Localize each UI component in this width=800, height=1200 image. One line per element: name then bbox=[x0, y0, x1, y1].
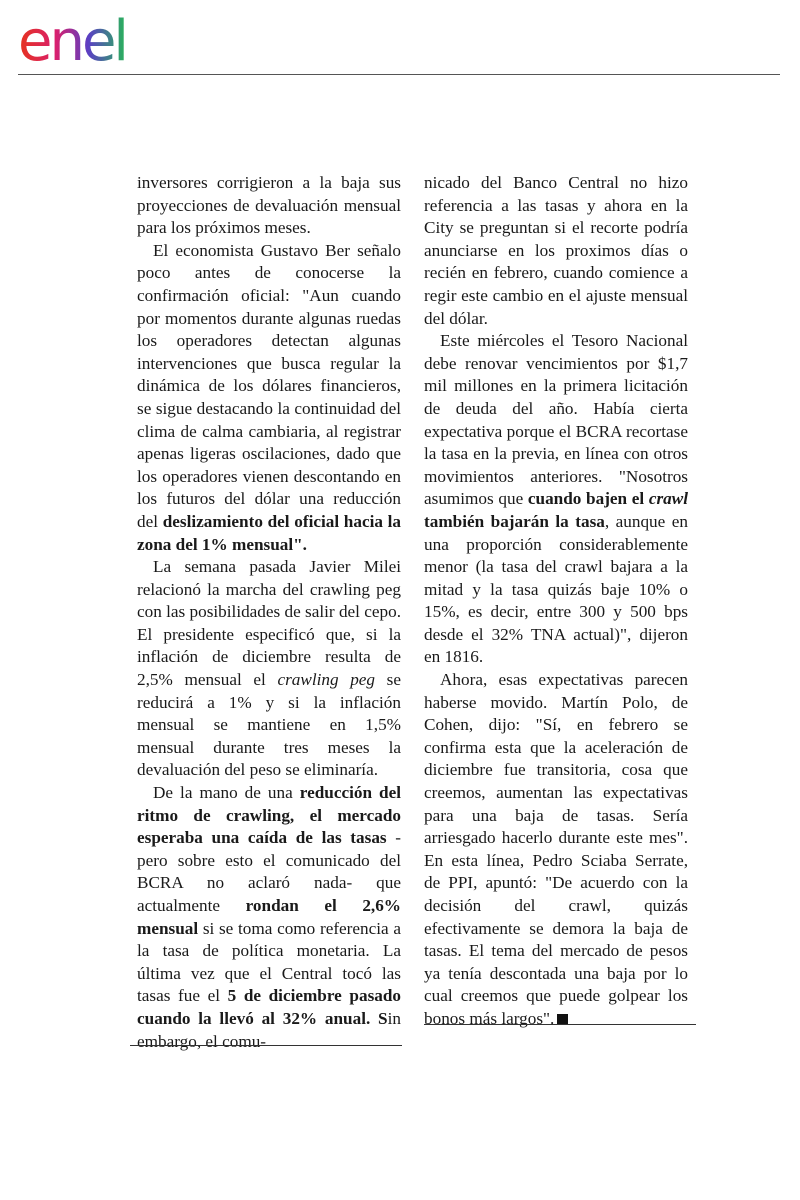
text-run: nicado del Banco Central no hizo referencia a las tasas y ahora en la City se preguntan si el recorte podría anunciarse en los proximos días o recién en febrero, cuando comience a regir este cambio en el ajuste mensual del dólar. bbox=[424, 173, 688, 328]
text-run: Este miércoles el Tesoro Nacional debe renovar vencimientos por $1,7 mil millones en la primera licitación de deuda del año. Había cierta expectativa porque el BCRA recortase la tasa en la previa, en línea con otros movimientos anteriores. "Nosotros asumimos que bbox=[424, 331, 688, 509]
bold-text-run bbox=[649, 489, 688, 508]
bold-text-run: deslizamiento del oficial hacia la zona del 1% mensual". bbox=[137, 511, 401, 554]
text-run: , aunque en una proporción considerablemente menor (la tasa del crawl bajara a la mitad y la tasa quizás baje 10% o 15%, es decir, entre 300 y 500 bps desde el 32% TNA actual)", dijeron en 1816. bbox=[424, 511, 688, 667]
text-run: crawl bbox=[648, 489, 688, 509]
text-run: -pero sobre esto el comunicado del BCRA no aclaró nada- que actualmente bbox=[137, 828, 401, 915]
bold-text-run: 5 de diciembre pasado cuando la llevó al 32% anual. S bbox=[137, 986, 402, 1028]
header-divider bbox=[18, 74, 780, 75]
bold-text-run: cuando bajen el bbox=[527, 489, 649, 509]
article-paragraph bbox=[137, 240, 401, 556]
text-run: De la mano de una bbox=[153, 783, 300, 803]
article-column-left bbox=[137, 172, 401, 1053]
column-end-rule-right bbox=[424, 1024, 696, 1025]
italic-text-run: crawling peg bbox=[277, 670, 376, 690]
article-paragraph bbox=[137, 556, 401, 782]
text-run: El economista Gustavo Ber señalo poco antes de conocerse la confirmación oficial: "Aun cuando por momentos durante algunas ruedas los operadores detectan algunas intervenciones que busca regular la dinámica de los dólares financieros, se sigue destacando la continuidad del clima de calma cambiaria, al registrar apenas ligeras oscilaciones, dado que los operadores vienen descontando en los futuros del dólar una reducción del bbox=[137, 240, 401, 531]
text-run: si se toma como referencia a la tasa de política monetaria. La última vez que el Central tocó las tasas fue el bbox=[137, 918, 401, 1006]
text-run: La semana pasada Javier Milei relacionó la marcha del crawling peg con las posibilidades de salir del cepo. El presidente especificó que, si la inflación de diciembre resulta de 2,5% mensual el bbox=[137, 557, 401, 690]
text-run: in embargo, el comu- bbox=[137, 1008, 401, 1051]
article-paragraph bbox=[137, 782, 401, 1053]
svg-text:enel: enel bbox=[18, 9, 126, 68]
text-run: se reducirá a 1% y si la inflación mensual se mantiene en 1,5% mensual durante tres meses la devaluación del peso se eliminaría. bbox=[137, 670, 401, 780]
article-paragraph bbox=[424, 669, 688, 1031]
article-paragraph bbox=[137, 172, 401, 240]
bold-text-run: también bajarán la tasa bbox=[424, 511, 605, 531]
article-paragraph bbox=[424, 330, 688, 669]
enel-logo bbox=[18, 8, 170, 68]
bold-text-run: reducción del ritmo de crawling, el mercado esperaba una caída de las tasas bbox=[137, 783, 401, 848]
article-column-right bbox=[424, 172, 688, 1031]
text-run: inversores corrigieron a la baja sus proyecciones de devaluación mensual para los próximos meses. bbox=[137, 173, 401, 238]
article-paragraph bbox=[424, 172, 688, 330]
column-end-rule-left bbox=[130, 1045, 402, 1046]
bold-text-run: rondan el 2,6% mensual bbox=[137, 896, 401, 938]
text-run: Ahora, esas expectativas parecen haberse movido. Martín Polo, de Cohen, dijo: "Sí, en febrero se confirma esta que la aceleración de diciembre fue transitoria, cosa que creemos, aumentan las expectativas para una baja de tasas. Sería arriesgado hacerlo durante este mes". En esta línea, Pedro Sciaba Serrate, de PPI, apuntó: "De acuerdo con la decisión del crawl, quizás efectivamente se demora la baja de tasas. El tema del mercado de pesos ya tenía descontada una baja por lo cual creemos que puede golpear los bonos más largos". bbox=[424, 670, 688, 1028]
